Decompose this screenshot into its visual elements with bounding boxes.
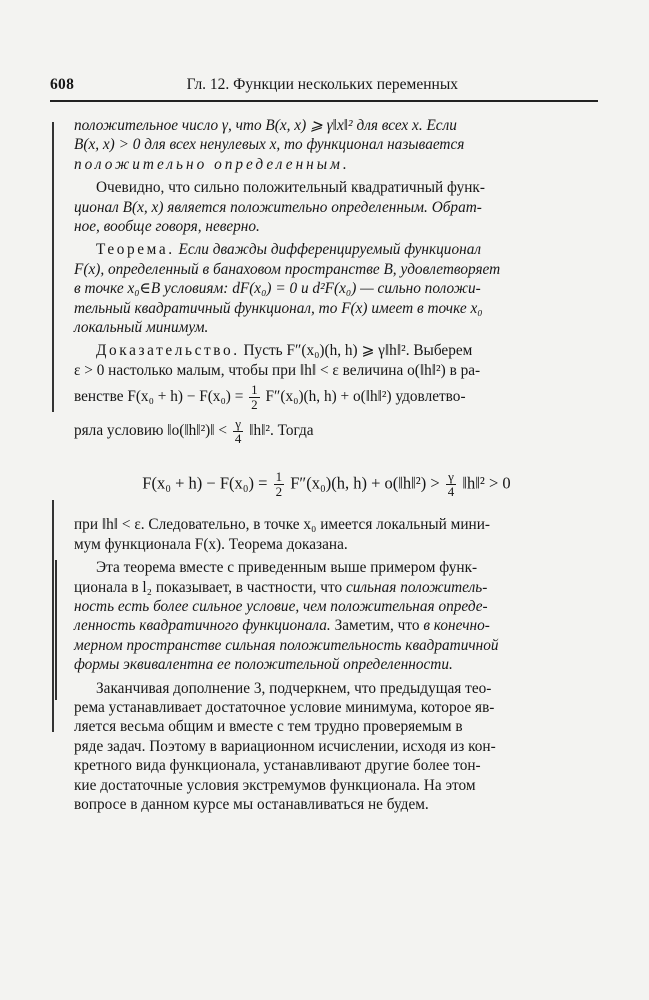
- body-text: [74, 116, 579, 814]
- margin-bar: [55, 560, 57, 700]
- fraction-half: [249, 383, 260, 412]
- text-line: локальный минимум.: [74, 319, 209, 337]
- header-rule: [50, 100, 598, 102]
- text-line: Если дважды дифференцируемый функционал: [178, 241, 482, 259]
- text-line: положительное число γ, что B(x, x) ⩾ γ‖x‖² для всех x. Если: [74, 117, 457, 134]
- text-line: вопросе в данном курсе мы останавливаться не будем.: [74, 795, 429, 813]
- proof-conclusion: [74, 515, 579, 554]
- definition-paragraph: [74, 116, 579, 174]
- margin-bar: [52, 500, 54, 732]
- discussion-paragraph: [74, 558, 579, 674]
- proof-label: Доказательство.: [96, 342, 240, 360]
- equation-part: ‖h‖². Тогда: [249, 422, 314, 440]
- display-equation: [74, 470, 579, 499]
- text-line: кретного вида функционала, устанавливают другие более тон-: [74, 757, 481, 775]
- text-line: рема устанавливает достаточное условие минимума, которое яв-: [74, 698, 495, 716]
- fraction-numerator: γ: [448, 469, 454, 485]
- text-line: ционал B(x, x) является положительно определенным. Обрат-: [74, 198, 482, 216]
- text-line: Пусть F″(x₀)(h, h) ⩾ γ‖h‖². Выберем: [243, 342, 473, 360]
- text-line: мерном пространстве сильная положительность квадратичной: [74, 636, 499, 654]
- equation-part: F(x₀ + h) − F(x₀) =: [142, 473, 268, 493]
- text-line: Эта теорема вместе с приведенным выше примером функ-: [96, 559, 478, 577]
- fraction-denominator: 4: [447, 484, 455, 500]
- theorem-label: Теорема.: [96, 241, 175, 259]
- text-line: B(x, x) > 0 для всех ненулевых x, то функционал называется: [74, 136, 465, 154]
- page-number: 608: [50, 76, 75, 93]
- equation-line: [74, 414, 579, 448]
- text-line: кие достаточные условия экстремумов функционала. На этом: [74, 776, 476, 794]
- text-line: ность есть более сильное условие, чем положительная опреде-: [74, 597, 488, 615]
- fraction-gamma: [446, 470, 457, 499]
- fraction-numerator: 1: [275, 469, 283, 485]
- text-line: Заканчивая дополнение 3, подчеркнем, что предыдущая тео-: [96, 679, 492, 697]
- running-head: Гл. 12. Функции нескольких переменных: [186, 76, 458, 93]
- text-line: ляется весьма общим и вместе с тем трудно проверяемым в: [74, 718, 463, 736]
- text-line: ленность квадратичного функционала. Заметим, что в конечно-: [74, 617, 490, 635]
- fraction-denominator: 2: [275, 484, 283, 500]
- text-line: ряде задач. Поэтому в вариационном исчислении, исходя из кон-: [74, 737, 496, 755]
- text-line: в точке x₀∈B условиям: dF(x₀) = 0 и d²F(x₀) — сильно положи-: [74, 280, 481, 298]
- equation-part: F″(x₀)(h, h) + o(‖h‖²) удовлетво-: [265, 388, 466, 406]
- text-line: Очевидно, что сильно положительный квадратичный функ-: [96, 179, 485, 197]
- equation-part: ряла условию ‖o(‖h‖²)‖ <: [74, 422, 228, 440]
- fraction-denominator: 2: [251, 397, 258, 413]
- text-line: F(x), определенный в банаховом пространстве B, удовлетворяет: [74, 260, 501, 278]
- equation-part: венстве F(x₀ + h) − F(x₀) =: [74, 388, 244, 406]
- text-line: при ‖h‖ < ε. Следовательно, в точке x₀ имеется локальный мини-: [74, 516, 491, 534]
- text-line: положительно определенным.: [74, 155, 350, 173]
- fraction-numerator: 1: [251, 382, 258, 398]
- text-line: ционала в l₂ показывает, в частности, что сильная положитель-: [74, 578, 488, 596]
- text-line: ное, вообще говоря, неверно.: [74, 218, 260, 236]
- remark-paragraph: [74, 178, 579, 236]
- fraction-gamma: [233, 417, 244, 446]
- equation-part: F″(x₀)(h, h) + o(‖h‖²) >: [290, 473, 440, 493]
- page-header: [50, 76, 598, 94]
- proof-paragraph: [74, 341, 579, 448]
- fraction-numerator: γ: [235, 416, 241, 432]
- fraction-half: [274, 470, 285, 499]
- equation-line: [74, 380, 579, 414]
- theorem-paragraph: [74, 240, 579, 337]
- fraction-denominator: 4: [234, 431, 242, 447]
- equation-part: ‖h‖² > 0: [462, 473, 511, 493]
- closing-paragraph: [74, 679, 579, 815]
- text-line: тельный квадратичный функционал, то F(x) имеет в точке x₀: [74, 299, 483, 317]
- text-line: мум функционала F(x). Теорема доказана.: [74, 535, 348, 553]
- margin-bar: [52, 122, 54, 412]
- text-line: ε > 0 настолько малым, чтобы при ‖h‖ < ε величина o(‖h‖²) в ра-: [74, 361, 481, 379]
- text-line: формы эквивалентна ее положительной определенности.: [74, 656, 453, 674]
